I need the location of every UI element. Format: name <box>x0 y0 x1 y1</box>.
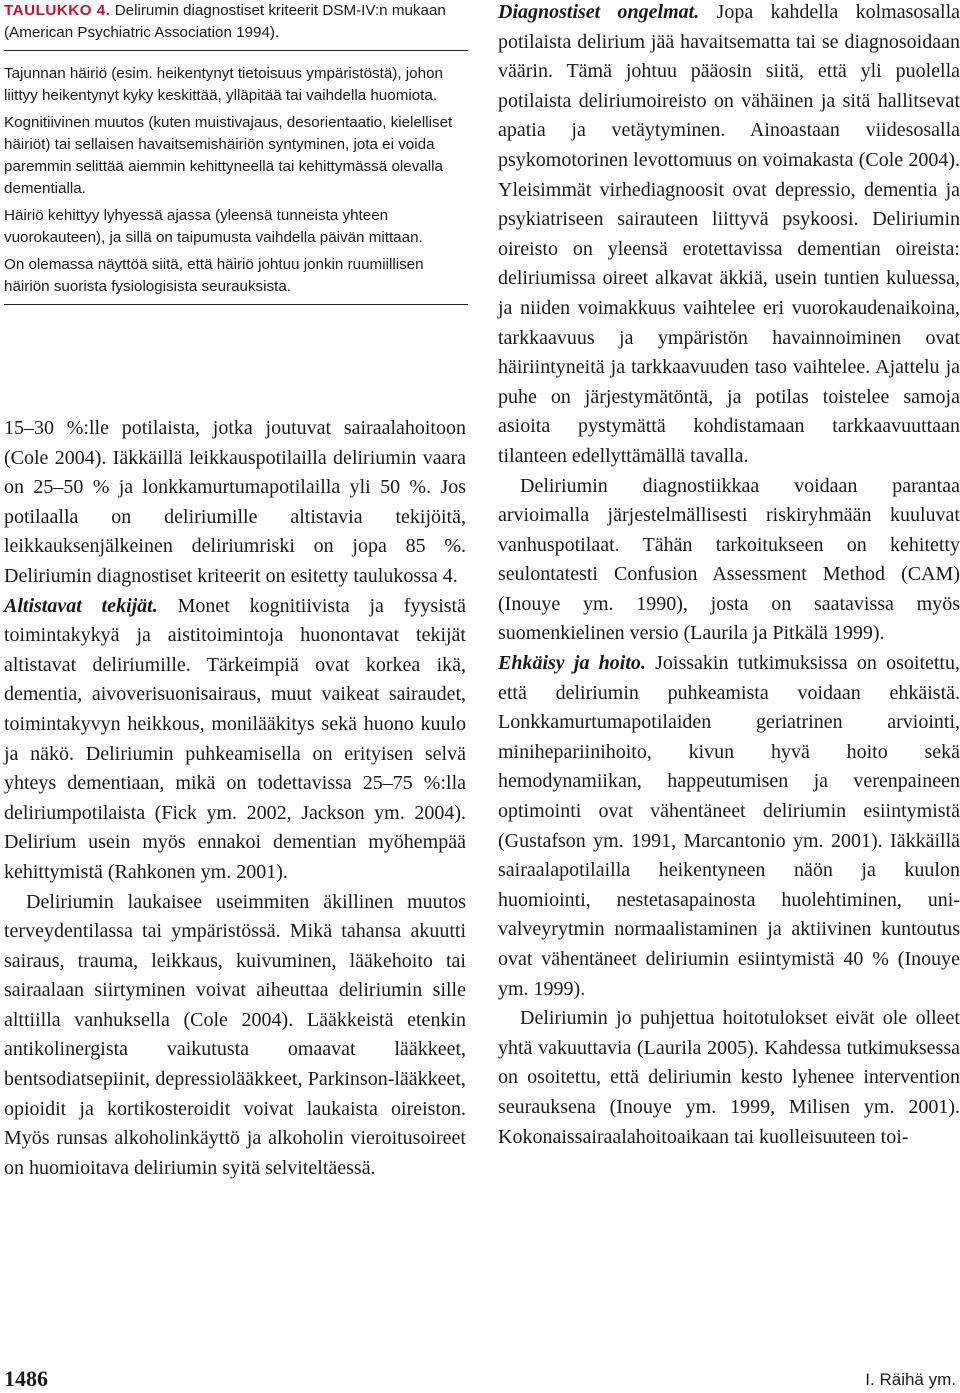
table-criterion: Tajunnan häiriö (esim. heikentynyt tietoisuus ympäristöstä), johon liittyy heikentynyt kyky keskittää, ylläpitää tai vaihdella huomiota. <box>4 65 443 104</box>
paragraph-text: Monet kognitiivista ja fyysistä toimintakykyä ja aistitoimintoja huonontavat tekijät altistavat deliriumille. Tärkeimpiä ovat korkea ikä, dementia, aivoverisuonisairaus, muut vaikeat sairaudet, toimintakyvyn heikkous, monilääkitys sekä huono kuulo ja näkö. Deliriumin puhkeamisella on erityisen selvä yhteys dementiaan, mikä on todettavissa 25–75 %:lla deliriumpotilaista (Fick ym. 2002, Jackson ym. 2004). Delirium usein myös ennakoi dementian myöhempää kehittymistä (Rahkonen ym. 2001). <box>4 594 466 883</box>
table-criterion: Kognitiivinen muutos (kuten muistivajaus, desorientaatio, kielelliset häiriöt) tai sellaisen havaitsemishäiriön syntyminen, jota ei voida paremmin selittää aiemmin kehittyneellä tai kehittymässä olevalla dementialla. <box>4 114 453 197</box>
body-paragraph: 15–30 %:lle potilaista, jotka joutuvat sairaalahoitoon (Cole 2004). Iäkkäillä leikkauspotilailla deliriumin vaara on 25–50 % ja lonkkamurtumapotilailla yli 50 %. Jos potilaalla on deliriumille altistavia tekijöitä, leikkauksenjälkeinen deliriumriski on jopa 85 %. Deliriumin diagnostiset kriteerit on esitetty taulukossa 4. <box>4 417 466 587</box>
page-number: 1486 <box>4 1366 48 1391</box>
table-label: TAULUKKO 4. <box>4 2 111 19</box>
body-paragraph: Deliriumin jo puhjettua hoitotulokset eivät ole olleet yhtä vakuuttavia (Laurila 2005). Kahdessa tutkimuksessa on osoitettu, että deliriumin kesto lyhenee intervention seurauksena (Inouye ym. 1999, Milisen ym. 2001). Kokonaissairaalahoitoaikaan tai kuolleisuuteen toi- <box>498 1007 960 1148</box>
section-heading: Diagnostiset ongelmat. <box>498 1 700 23</box>
table-box <box>4 0 468 305</box>
table-criterion: Häiriö kehittyy lyhyessä ajassa (yleensä tunneista yhteen vuorokauteen), ja sillä on taipumusta vaihdella päivän mittaan. <box>4 207 423 246</box>
table-criterion: On olemassa näyttöä siitä, että häiriö johtuu jonkin ruumiillisen häiriön suorista fysiologisista seurauksista. <box>4 256 424 295</box>
table-title <box>4 0 468 51</box>
running-author: I. Räihä ym. <box>865 1370 956 1389</box>
paragraph-text: Jopa kahdella kolmasosalla potilaista delirium jää havaitsematta tai se diagnosoidaan väärin. Tämä johtuu pääosin siitä, että yli puolella potilaista deliriumoireisto on vähäinen ja sitä hallitsevat apatia ja vetäytyminen. Ainoastaan viidesosalla psykomotorinen levottomuus on voimakasta (Cole 2004). Yleisimmät virhediagnoosit ovat depressio, dementia ja psykiatriseen sairauteen liittyvä psykoosi. Deliriumin oireisto on yleensä erotettavissa dementian oireista: deliriumissa oireet alkavat äkkiä, usein tuntien kuluessa, ja niiden voimakkuus vaihtelee eri vuorokaudenaikoina, tarkkaavuus ja ympäristön havainnoiminen ovat häiriintyneitä ja tarkkaavuuden taso vaihtelee. Ajattelu ja puhe on järjestymätöntä, ja potilas toistelee samoja asioita pystymättä kohdistamaan tarkkaavuuttaan tilanteen edellyttämällä tavalla. <box>498 1 960 467</box>
right-text-column <box>498 0 960 1152</box>
section-heading: Ehkäisy ja hoito. <box>498 652 646 675</box>
body-paragraph: Deliriumin diagnostiikkaa voidaan parantaa arvioimalla järjestelmällisesti riskiryhmään kuuluvat vanhuspotilaat. Tähän tarkoitukseen on kehitetty seulontatesti Confusion Assessment Method (CAM) (Inouye ym. 1990), josta on saatavissa myös suomenkielinen versio (Laurila ja Pitkälä 1999). <box>498 474 960 645</box>
body-paragraph <box>498 0 960 472</box>
section-heading: Altistavat tekijät. <box>4 594 158 617</box>
table-criteria-list <box>4 51 468 305</box>
table-caption: Delirumin diagnostiset kriteerit DSM-IV:n mukaan (American Psychiatric Association 1994). <box>4 2 446 41</box>
body-paragraph <box>498 649 960 1004</box>
body-paragraph: Deliriumin laukaisee useimmiten äkillinen muutos terveydentilassa tai ympäristössä. Mikä tahansa akuutti sairaus, trauma, leikkaus, kuivuminen, lääkehoito tai sairaalaan siirtyminen voivat aiheuttaa deliriumin sille alttiilla vanhuksella (Cole 2004). Lääkkeistä etenkin antikolinergista vaikutusta omaavat lääkkeet, bentsodiatsepiinit, depressiolääkkeet, Parkinson-lääkkeet, opioidit ja kortikosteroidit voivat laukaista oireiston. Myös runsas alkoholinkäyttö ja alkoholin vieroitusoireet on huomioitava deliriumin syitä selviteltäessä. <box>4 890 466 1179</box>
left-text-column <box>4 414 466 1183</box>
paragraph-text: Joissakin tutkimuksissa on osoitettu, että deliriumin puhkeamista voidaan ehkäistä. Lonkkamurtumapotilaiden geriatrinen arviointi, minihepariinihoito, kivun hyvä hoito sekä hemodynamiikan, happeutumisen ja verenpaineen optimointi ovat vähentäneet deliriumin esiintymistä (Gustafson ym. 1991, Marcantonio ym. 2001). Iäkkäillä sairaalapotilailla heikentyneen näön ja kuulon huomiointi, nestetasapainosta huolehtiminen, uni-valveyrytmin normaalistaminen ja aktiivinen kuntoutus ovat vähentäneet deliriumin esiintymistä 40 % (Inouye ym. 1999). <box>498 652 960 1000</box>
body-paragraph <box>4 592 466 888</box>
